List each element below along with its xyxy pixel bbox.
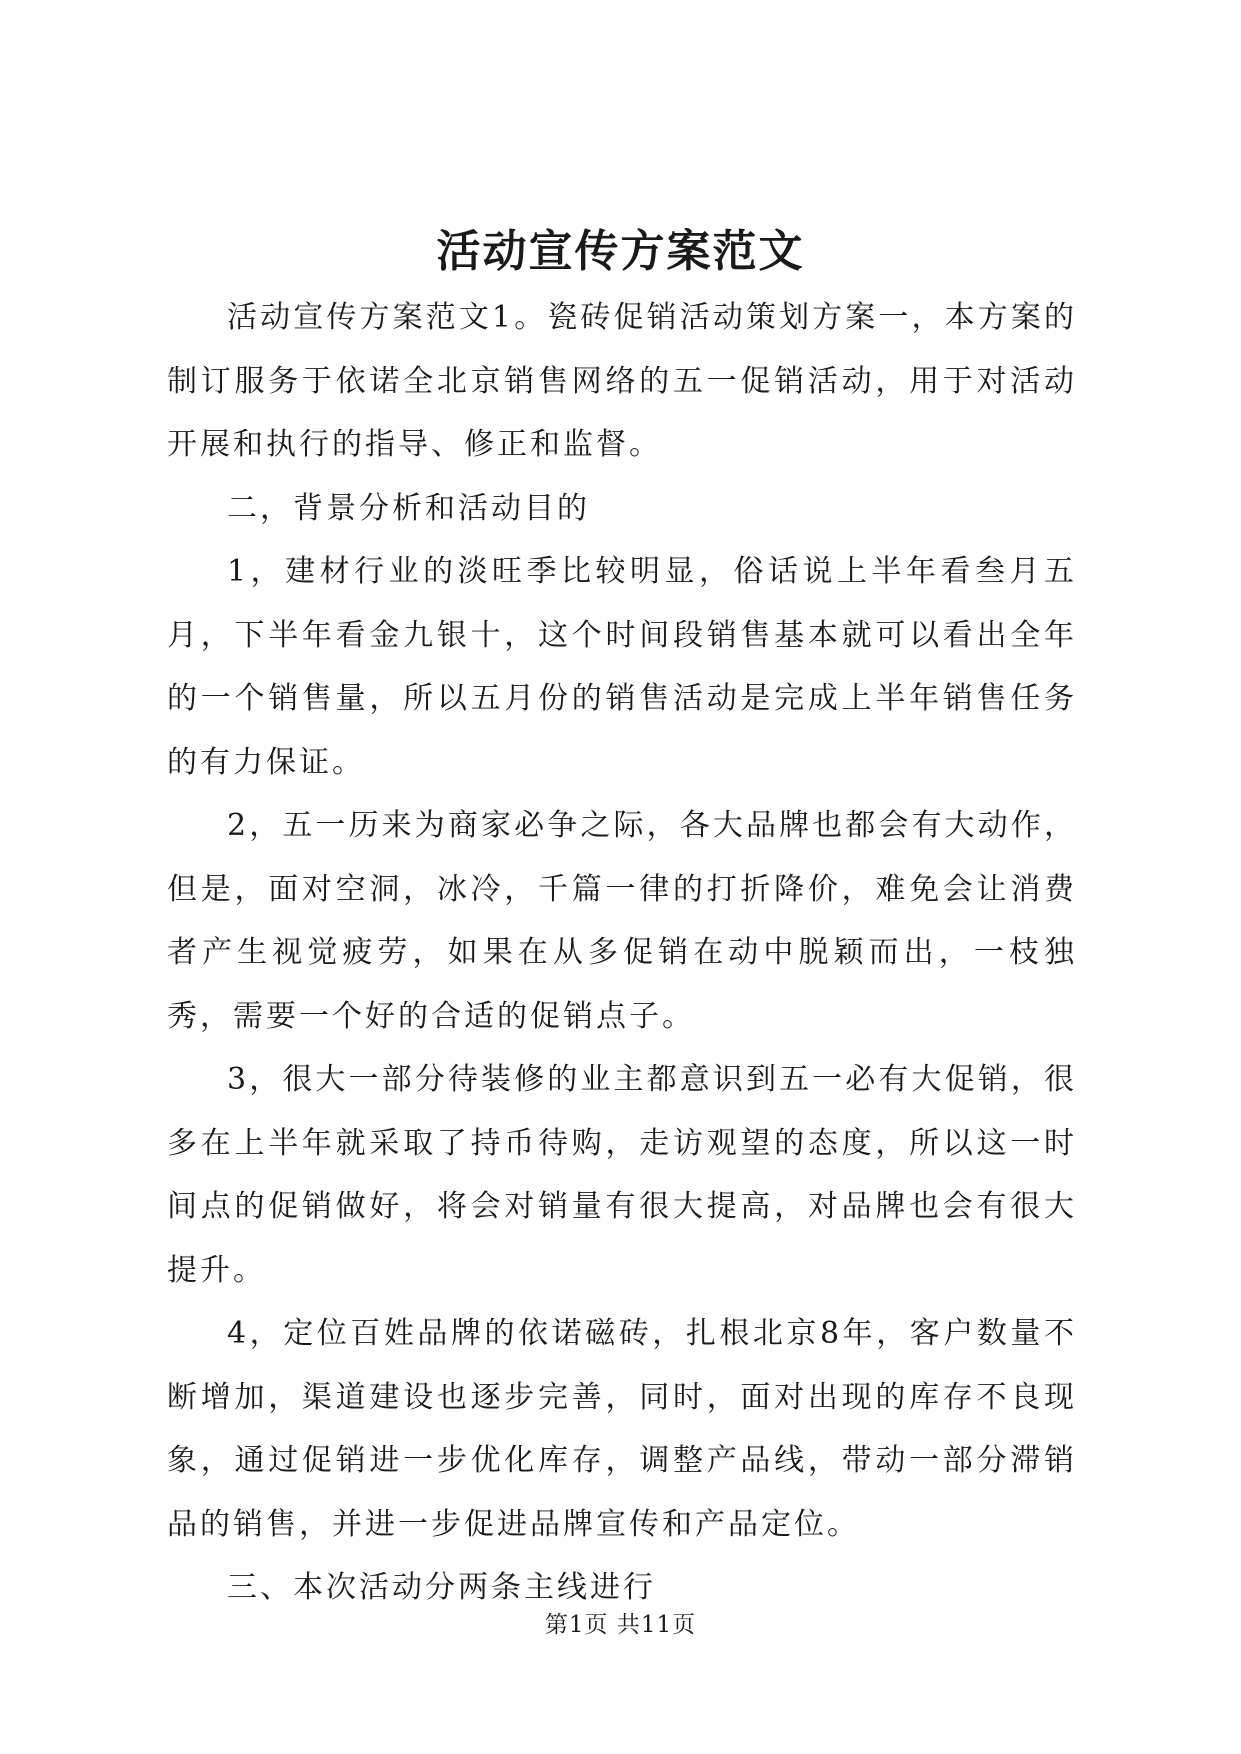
paragraph-point-1: 1，建材行业的淡旺季比较明显，俗话说上半年看叁月五月，下半年看金九银十，这个时间段销售基本就可以看出全年的一个销售量，所以五月份的销售活动是完成上半年销售任务的有力保证。 [167, 554, 1077, 780]
paragraph-point-4: 4，定位百姓品牌的依诺磁砖，扎根北京8年，客户数量不断增加，渠道建设也逐步完善，同时，面对出现的库存不良现象，通过促销进一步优化库存，调整产品线，带动一部分滞销品的销售，并进一步促进品牌宣传和产品定位。 [167, 1316, 1077, 1542]
section-heading-main-lines: 三、本次活动分两条主线进行 [227, 1570, 656, 1605]
page-number-footer: 第1页 共11页 [544, 1612, 697, 1638]
paragraph-intro: 活动宣传方案范文1。瓷砖促销活动策划方案一，本方案的制订服务于依诺全北京销售网络的五一促销活动，用于对活动开展和执行的指导、修正和监督。 [167, 300, 1077, 462]
paragraph-point-3: 3，很大一部分待装修的业主都意识到五一必有大促销，很多在上半年就采取了持币待购，走访观望的态度，所以这一时间点的促销做好，将会对销量有很大提高，对品牌也会有很大提升。 [167, 1062, 1077, 1288]
document-title: 活动宣传方案范文 [436, 226, 805, 277]
document-body [167, 286, 1077, 1620]
paragraph-point-2: 2，五一历来为商家必争之际，各大品牌也都会有大动作，但是，面对空洞，冰冷，千篇一律的打折降价，难免会让消费者产生视觉疲劳，如果在从多促销在动中脱颖而出，一枝独秀，需要一个好的合适的促销点子。 [167, 808, 1077, 1034]
section-heading-background: 二，背景分析和活动目的 [227, 490, 590, 526]
